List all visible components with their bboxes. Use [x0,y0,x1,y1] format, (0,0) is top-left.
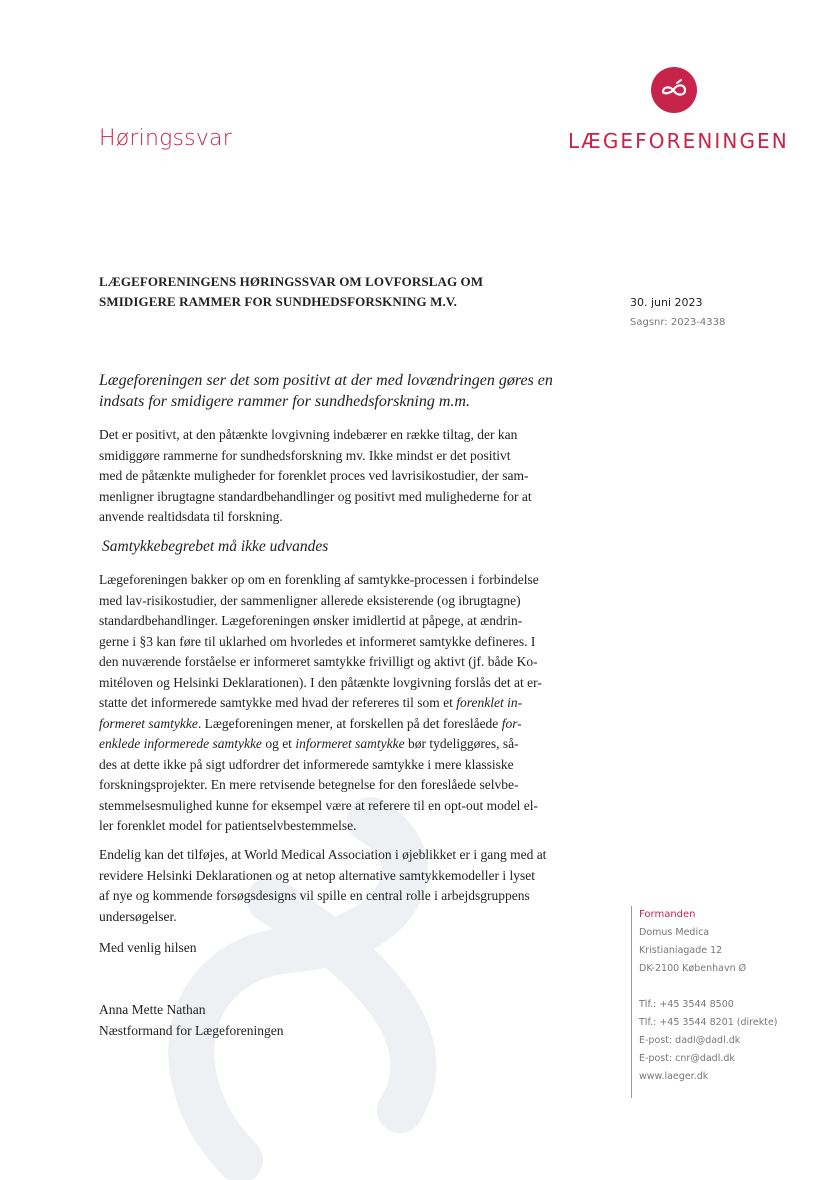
italic-term: enklede informerede samtykke [99,736,262,751]
text-line: menligner ibrugtagne standardbehandlinger og positivt med mulighederne for at [99,488,532,504]
text-run: og et [261,736,296,751]
document-date: 30. juni 2023 [630,296,703,309]
text-line: standardbehandlinger. Lægeforeningen ønsker imidlertid at påpege, at ændrin- [99,613,523,628]
text-line: revidere Helsinki Deklarationen og at netop alternative samtykkemodeller i lyset [99,867,535,883]
text-line: forskningsprojekter. En mere retvisende betegnelse for den foreslåede selvbe- [99,777,519,792]
text-line: smidiggøre rammerne for sundhedsforskning mv. Ikke mindst er det positivt [99,447,511,463]
text-line: Det er positivt, at den påtænkte lovgivning indebærer en række tiltag, der kan [99,427,518,442]
contact-email: E-post: dadl@dadl.dk [639,1035,741,1046]
text-line: gerne i §3 kan føre til uklarhed om hvorledes et informeret samtykke defineres. I [99,633,536,649]
sidebar-title: Formanden [639,909,696,920]
contact-phone: Tlf.: +45 3544 8201 (direkte) [639,1017,778,1028]
text-run: statte det informerede samtykke med hvad der refereres til som et [99,695,457,710]
document-title [99,272,539,312]
section-heading: Samtykkebegrebet må ikke udvandes [102,538,329,555]
contact-sidebar [631,906,819,1098]
contact-email: E-post: cnr@dadl.dk [639,1053,735,1064]
text-line: med lav-risikostudier, der sammenligner allerede eksisterende (og ibrugtagne) [99,592,521,608]
text-line: Endelig kan det tilføjes, at World Medical Association i øjeblikket er i gang med at [99,847,547,862]
signer-role: Næstformand for Lægeforeningen [99,1022,284,1038]
text-line: den nuværende forståelse er informeret samtykke frivilligt og aktivt (jf. både Ko- [99,654,538,669]
spacer [639,978,819,996]
text-run: bør tydeliggøres, så- [404,736,519,751]
closing-salutation: Med venlig hilsen [99,940,197,955]
italic-term: informeret samtykke [295,736,405,751]
document-type: Høringssvar [99,126,232,151]
paragraph-wma [99,845,619,927]
title-line: SMIDIGERE RAMMER FOR SUNDHEDSFORSKNING M.V. [99,294,457,309]
text-line: anvende realtidsdata til forskning. [99,509,283,524]
lead-line: indsats for smidigere rammer for sundhedsforskning m.m. [99,393,470,410]
case-number: Sagsnr: 2023-4338 [630,317,726,328]
logo-icon [651,67,697,113]
text-line: stemmelsesmulighed kunne for eksempel være at referere til en opt-out model el- [99,797,538,813]
lead-line: Lægeforeningen ser det som positivt at der med lovændringen gøres en [99,372,553,389]
paragraph-intro [99,425,619,528]
paragraph-consent [99,570,619,837]
signer-name: Anna Mette Nathan [99,1002,206,1017]
text-line: undersøgelser. [99,908,177,924]
italic-term: for- [501,715,522,731]
contact-phone: Tlf.: +45 3544 8500 [639,999,734,1010]
text-line: ler forenklet model for patientselvbestemmelse. [99,818,357,833]
lead-paragraph [99,370,619,412]
address-line: Kristianiagade 12 [639,945,723,956]
text-line: med de påtænkte muligheder for forenklet proces ved lavrisikostudier, der sam- [99,468,529,483]
title-line: LÆGEFORENINGENS HØRINGSSVAR OM LOVFORSLAG OM [99,274,484,289]
watermark-logo [120,780,480,1180]
text-line: des at dette ikke på sigt udfordrer det informerede samtykke i mere klassiske [99,756,514,772]
text-line: mitéloven og Helsinki Deklarationen). I den påtænkte lovgivning forslås det at er- [99,674,542,690]
text-line [99,714,619,735]
text-line [99,693,619,714]
text-line: Lægeforeningen bakker op om en forenkling af samtykke-processen i forbindelse [99,572,539,587]
italic-term: formeret samtykke [99,715,198,731]
address-line: Domus Medica [639,927,710,938]
logo-wordmark: LÆGEFORENINGEN [568,129,789,153]
contact-website: www.laeger.dk [639,1071,709,1082]
text-line [99,734,619,755]
italic-term: forenklet in- [456,695,523,710]
text-run: . Lægeforeningen mener, at forskellen på det foreslåede [197,715,502,731]
text-line: af nye og kommende forsøgsdesigns vil spille en central rolle i arbejdsgruppens [99,888,530,903]
address-line: DK-2100 København Ø [639,963,747,974]
signature-block [99,1000,283,1041]
